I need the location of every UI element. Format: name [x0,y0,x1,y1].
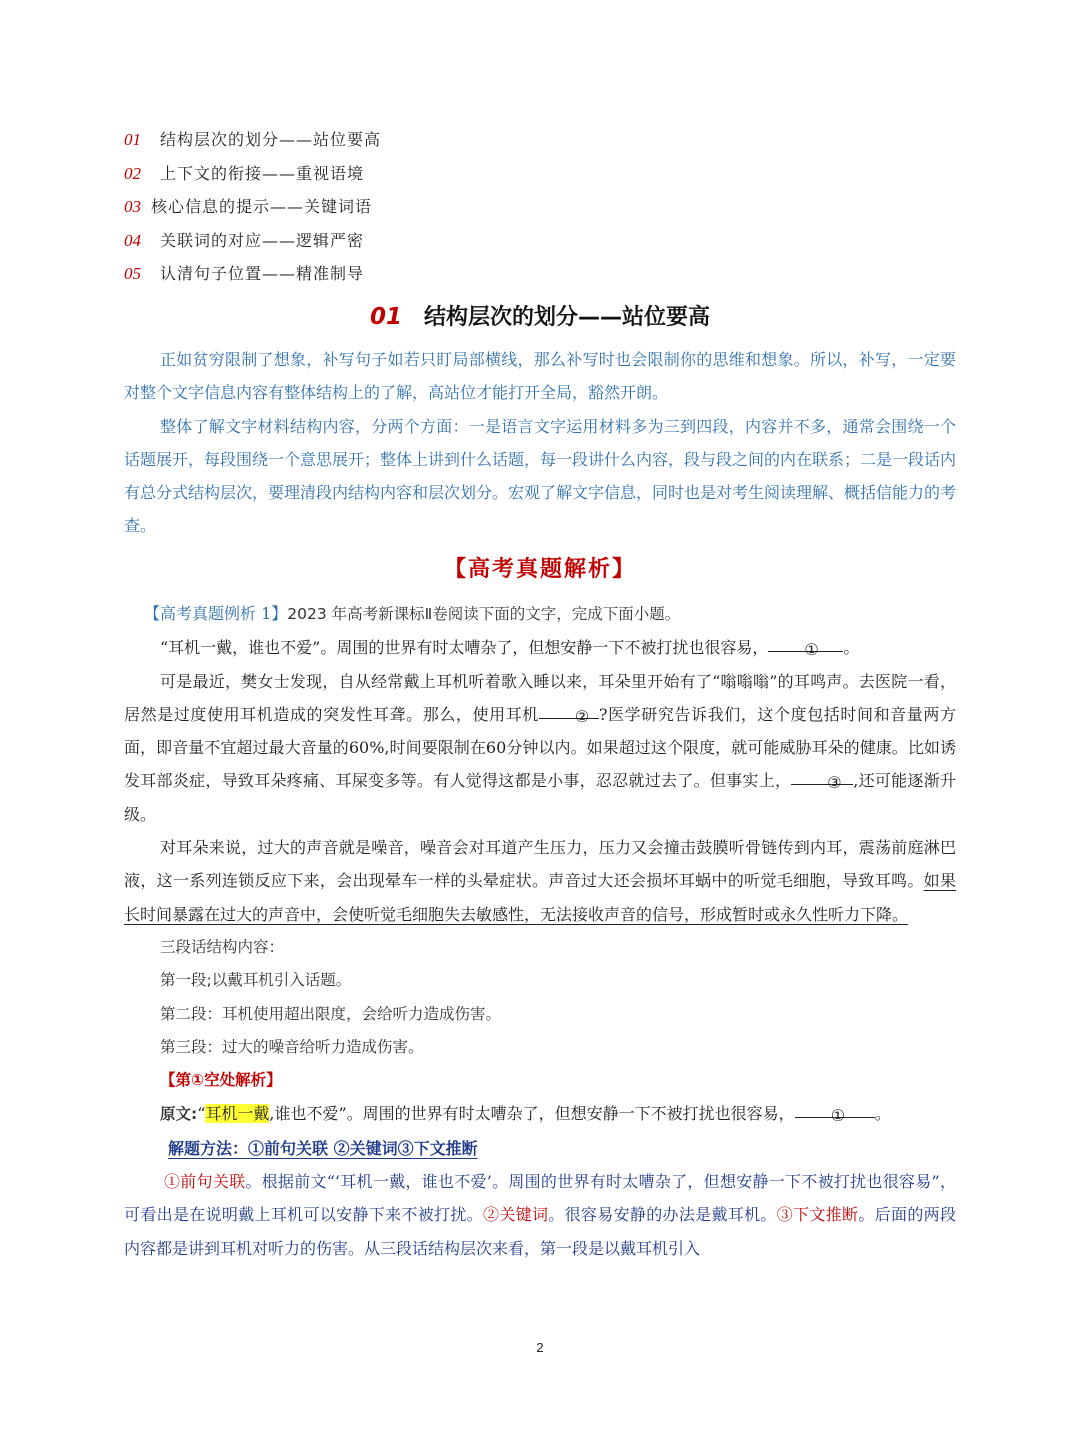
example-block [124,597,956,1265]
toc-number: 02 [124,163,141,183]
analysis-original [124,1097,956,1131]
toc-item-01[interactable] [124,126,381,160]
passage-text: ,还可能逐渐升级。 [124,771,956,824]
toc-number: 05 [124,264,141,283]
explanation-label-2: ②关键词 [483,1205,549,1225]
passage-paragraph-1 [124,631,956,664]
passage-text: ?医学研究告诉我们，这个度包括时间和音量两方面，即音量不宜超过最大音量的60%,时间要限制在60分钟以内。如果超过这个限度，就可能威胁耳朵的健康。比如诱发耳部炎症，导致耳朵疼痛、耳屎变多等。有人觉得这都是小事，忍忍就过去了。但事实上， [124,704,956,791]
intro-block [124,343,956,543]
structure-line-3: 第三段：过大的噪音给听力造成伤害。 [160,1037,424,1056]
section-title [0,300,1080,331]
example-tag: 【高考真题例析 1】 [144,604,288,623]
toc-number: 03 [124,197,141,216]
blank-number: ③ [827,773,842,793]
original-text: 。 [874,1104,891,1124]
section-number: 01 [369,304,402,330]
toc-item-02[interactable] [124,160,381,194]
answer-blank-2[interactable] [539,700,599,726]
original-blank[interactable] [795,1099,875,1126]
blank-number: ② [574,706,590,726]
highlighted-keyword: 耳机一戴 [205,1104,270,1124]
table-of-contents [124,126,381,294]
explanation-text: 。很容易安静的办法是戴耳机。 [548,1205,777,1225]
toc-label: 认清句子位置——精准制导 [160,264,365,283]
example-source: 2023 年高考新课标Ⅱ卷 [287,605,448,623]
explanation-label-1: ①前句关联 [164,1172,246,1192]
structure-line-1: 第一段;以戴耳机引入话题。 [160,971,352,990]
toc-item-03[interactable] [124,193,381,227]
method-text: 解题方法：①前句关联 ②关键词③下文推断 [168,1138,478,1158]
original-text: ,谁也不爱”。周围的世界有时太嘈杂了，但想安静一下不被打扰也很容易， [269,1104,795,1124]
underlined-sentence: 如果长时间暴露在过大的声音中，会使听觉毛细胞失去敏感性，无法接收声音的信号，形成暂时或永久性听力下降。 [124,871,956,924]
analysis-tag: 【第①空处解析】 [160,1071,282,1090]
toc-item-05[interactable] [124,260,381,294]
passage-text: 对耳朵来说，过大的声音就是噪音，噪音会对耳道产生压力，压力又会撞击鼓膜听骨链传到内耳，震荡前庭淋巴液，这一系列连锁反应下来，会出现晕车一样的头晕症状。声音过大还会损坏耳蜗中的听觉毛细胞，导致耳鸣。 [124,838,956,891]
explanation-text: 。后面的两段内容都是讲到耳机对听力的伤害。从三段话结构层次来看，第一段是以戴耳机引入 [124,1205,956,1258]
intro-paragraph-2: 整体了解文字材料结构内容，分两个方面：一是语言文字运用材料多为三到四段，内容并不多，通常会围绕一个话题展开，每段围绕一个意思展开；整体上讲到什么话题，每一段讲什么内容，段与段之间的内在联系；二是一段话内有总分式结构层次，要理清段内结构内容和层次划分。宏观了解文字信息，同时也是对考生阅读理解、概括信能力的考查。 [124,416,957,536]
answer-blank-1[interactable] [768,633,843,660]
toc-number: 04 [124,230,141,250]
passage-text: 可是最近，樊女士发现，自从经常戴上耳机听着歌入睡以来，耳朵里开始有了“嗡嗡嗡”的耳鸣声。去医院一看，居然是过度使用耳机造成的突发性耳聋。那么，使用耳机 [124,671,956,724]
blank-number: ① [804,640,819,660]
section-heading: 结构层次的划分——站位要高 [424,305,711,330]
passage-paragraph-3 [124,831,956,931]
original-text: “ [197,1104,206,1124]
answer-blank-3[interactable] [791,766,853,793]
passage-text: “耳机一戴，谁也不爱”。周围的世界有时太嘈杂了，但想安静一下不被打扰也很容易， [160,638,769,658]
original-label: 原文: [160,1105,198,1124]
structure-heading: 三段话结构内容： [160,937,285,956]
explanation-label-3: ③下文推断 [776,1205,859,1225]
structure-line-2: 第二段：耳机使用超出限度，会给听力造成伤害。 [160,1004,502,1023]
passage-paragraph-2 [124,665,956,831]
toc-label: 上下文的衔接——重视语境 [160,163,365,183]
toc-label: 结构层次的划分——站位要高 [160,130,382,149]
example-header [124,597,956,631]
toc-label: 关联词的对应——逻辑严密 [160,230,365,250]
example-instruction: 阅读下面的文字，完成下面小题。 [447,605,681,623]
intro-paragraph-1: 正如贫穷限制了想象，补写句子如若只盯局部横线，那么补写时也会限制你的思维和想象。所以，补写，一定要对整个文字信息内容有整体结构上的了解，高站位才能打开全局，豁然开朗。 [124,350,956,403]
page-number: 2 [536,1340,544,1355]
toc-label: 核心信息的提示——关键词语 [151,197,373,216]
toc-item-04[interactable] [124,227,381,261]
toc-number: 01 [124,130,141,149]
section-banner: 【高考真题解析】 [443,556,636,582]
explanation-text: 。根据前文“‘耳机一戴，谁也不爱’。周围的世界有时太嘈杂了，但想安静一下不被打扰也很容易”，可看出是在说明戴上耳机可以安静下来不被打扰。 [124,1172,956,1225]
passage-text: 。 [843,638,860,658]
analysis-explanation [124,1165,956,1265]
blank-number: ① [830,1106,846,1126]
analysis-method [124,1132,956,1165]
